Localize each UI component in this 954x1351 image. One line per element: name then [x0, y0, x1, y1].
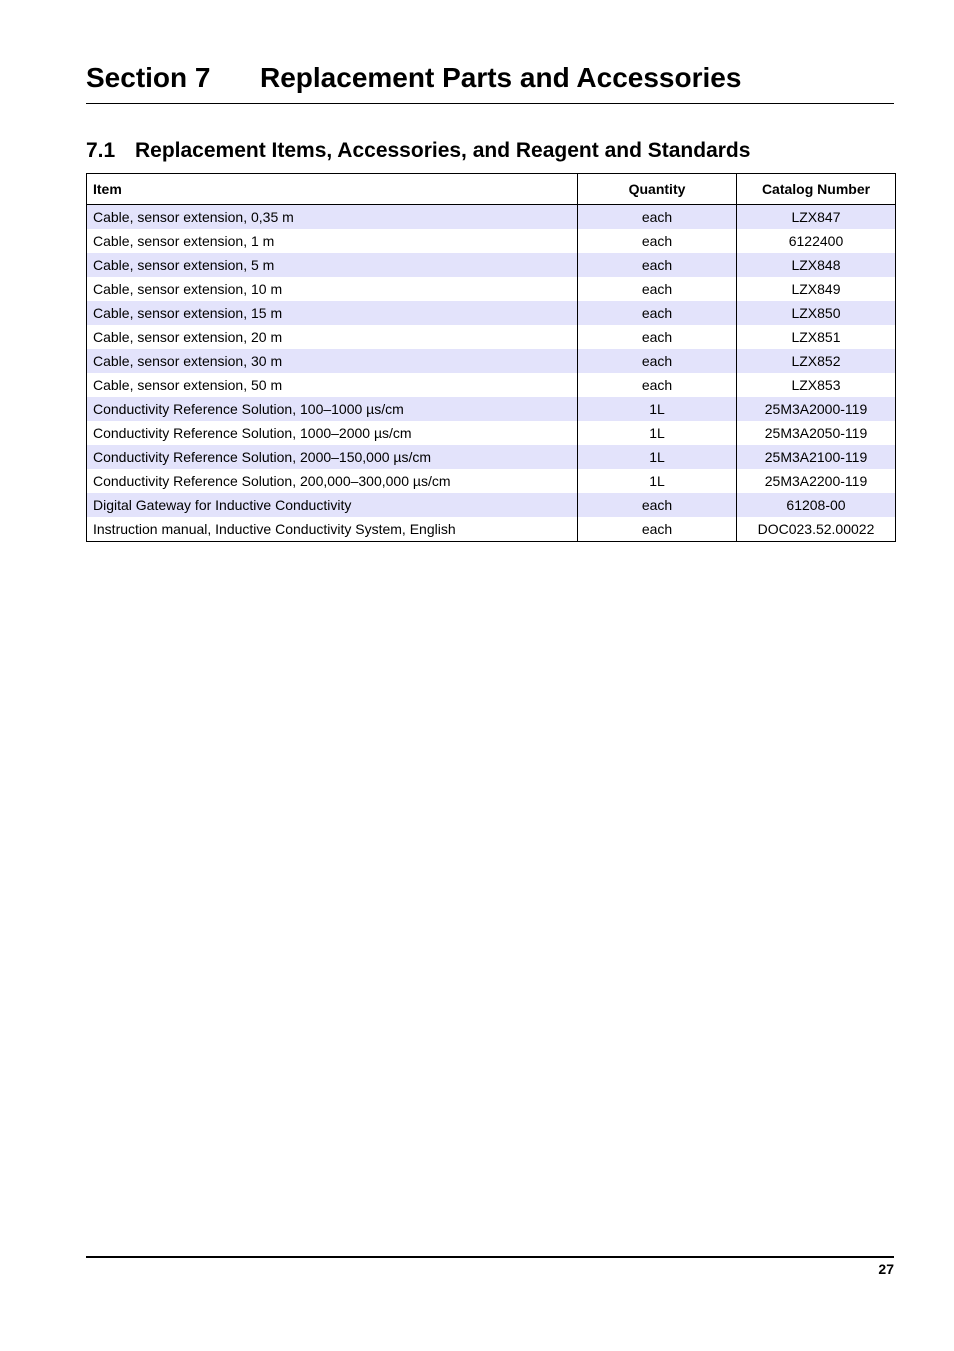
quantity-cell: 1L — [578, 397, 737, 421]
quantity-cell: each — [578, 205, 737, 230]
item-cell: Conductivity Reference Solution, 200,000–300,000 µs/cm — [87, 469, 578, 493]
item-cell: Cable, sensor extension, 5 m — [87, 253, 578, 277]
table-row — [87, 349, 896, 373]
item-cell: Cable, sensor extension, 10 m — [87, 277, 578, 301]
catalog-number-cell: LZX850 — [737, 301, 896, 325]
item-cell: Digital Gateway for Inductive Conductivity — [87, 493, 578, 517]
catalog-number-cell: DOC023.52.00022 — [737, 517, 896, 542]
subsection-heading — [86, 138, 894, 166]
table-row — [87, 205, 896, 230]
quantity-cell: each — [578, 325, 737, 349]
table-row — [87, 493, 896, 517]
column-header-item: Item — [87, 174, 578, 205]
quantity-cell: 1L — [578, 421, 737, 445]
item-cell: Conductivity Reference Solution, 100–1000 µs/cm — [87, 397, 578, 421]
item-cell: Cable, sensor extension, 30 m — [87, 349, 578, 373]
table-row — [87, 325, 896, 349]
catalog-number-cell: 25M3A2200-119 — [737, 469, 896, 493]
quantity-cell: 1L — [578, 445, 737, 469]
quantity-cell: 1L — [578, 469, 737, 493]
quantity-cell: each — [578, 229, 737, 253]
page-footer — [86, 1256, 894, 1282]
quantity-cell: each — [578, 349, 737, 373]
table-row — [87, 517, 896, 542]
catalog-number-cell: LZX848 — [737, 253, 896, 277]
item-cell: Cable, sensor extension, 50 m — [87, 373, 578, 397]
table-row — [87, 301, 896, 325]
section-header — [86, 56, 894, 104]
section-title: Replacement Parts and Accessories — [260, 62, 742, 93]
table-row — [87, 229, 896, 253]
quantity-cell: each — [578, 517, 737, 542]
quantity-cell: each — [578, 373, 737, 397]
catalog-number-cell: LZX853 — [737, 373, 896, 397]
subsection-number: 7.1 — [86, 139, 116, 162]
quantity-cell: each — [578, 301, 737, 325]
item-cell: Cable, sensor extension, 15 m — [87, 301, 578, 325]
item-cell: Cable, sensor extension, 1 m — [87, 229, 578, 253]
table-row — [87, 421, 896, 445]
column-header-catalog-number: Catalog Number — [737, 174, 896, 205]
catalog-number-cell: LZX852 — [737, 349, 896, 373]
table-row — [87, 373, 896, 397]
quantity-cell: each — [578, 493, 737, 517]
catalog-number-cell: 25M3A2100-119 — [737, 445, 896, 469]
catalog-number-cell: 25M3A2000-119 — [737, 397, 896, 421]
item-cell: Instruction manual, Inductive Conductivity System, English — [87, 517, 578, 542]
section-label: Section 7 — [86, 62, 211, 93]
table-row — [87, 469, 896, 493]
catalog-number-cell: LZX849 — [737, 277, 896, 301]
table-row — [87, 253, 896, 277]
table-header-row — [87, 174, 896, 205]
quantity-cell: each — [578, 277, 737, 301]
subsection-title: Replacement Items, Accessories, and Reagent and Standards — [135, 139, 751, 162]
table-row — [87, 277, 896, 301]
item-cell: Conductivity Reference Solution, 1000–2000 µs/cm — [87, 421, 578, 445]
catalog-number-cell: 25M3A2050-119 — [737, 421, 896, 445]
catalog-number-cell: 6122400 — [737, 229, 896, 253]
item-cell: Conductivity Reference Solution, 2000–150,000 µs/cm — [87, 445, 578, 469]
catalog-number-cell: 61208-00 — [737, 493, 896, 517]
item-cell: Cable, sensor extension, 0,35 m — [87, 205, 578, 230]
catalog-number-cell: LZX851 — [737, 325, 896, 349]
quantity-cell: each — [578, 253, 737, 277]
column-header-quantity: Quantity — [578, 174, 737, 205]
table-row — [87, 397, 896, 421]
page-number: 27 — [878, 1261, 894, 1277]
item-cell: Cable, sensor extension, 20 m — [87, 325, 578, 349]
table-row — [87, 445, 896, 469]
parts-table — [86, 173, 896, 542]
catalog-number-cell: LZX847 — [737, 205, 896, 230]
